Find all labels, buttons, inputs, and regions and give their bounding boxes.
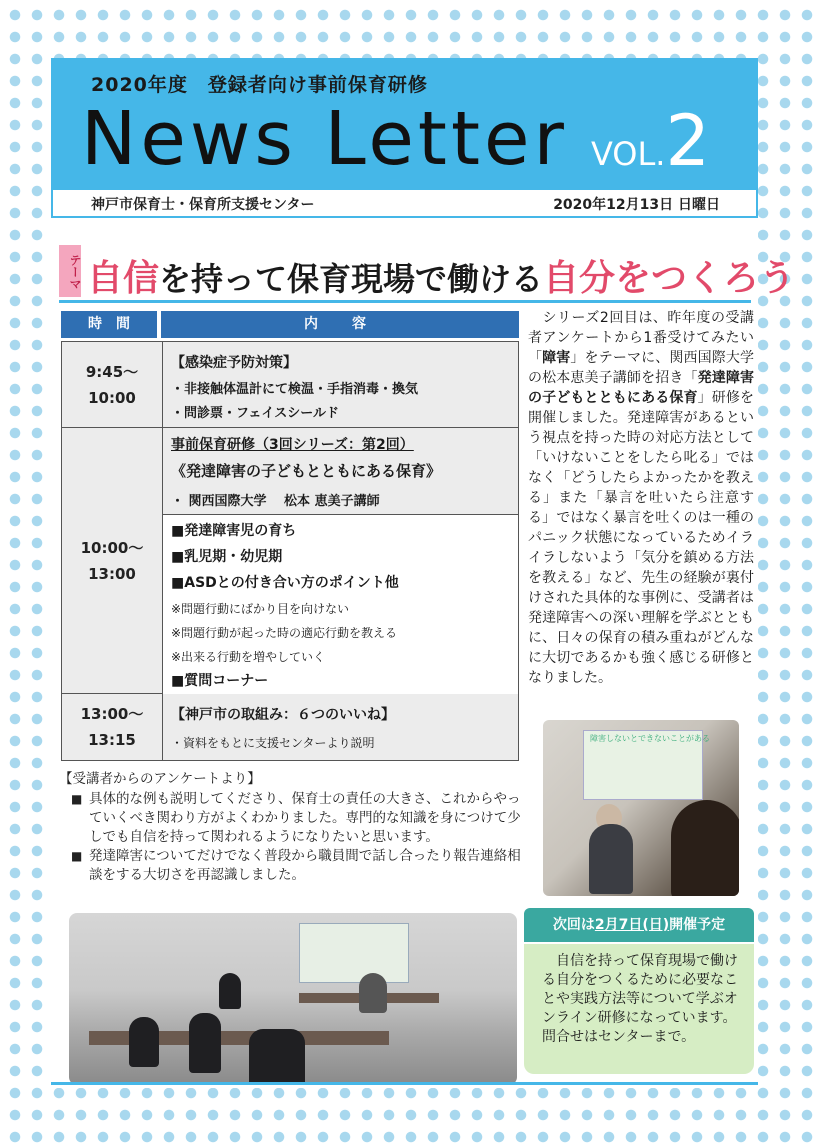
theme-divider xyxy=(59,300,751,303)
next-session-header xyxy=(524,908,754,942)
volume-number: 2 xyxy=(665,100,710,182)
row-title: 【神戸市の取組み：６つのいいね】 xyxy=(171,707,395,723)
next-date: 2月7日(日) xyxy=(594,917,670,933)
survey-item xyxy=(59,847,529,885)
article-text-part: 」研修を開催しました。発達障害があるという視点を持った時の対応方法として「いけないことをしたら叱る」ではなく「どうしたらよかったかを教える」また「暴言を吐いたら注意する」ではなく暴言を吐くのは一種のパニック状態になっているためイライラしないよう「気分を鎮める方法を教える」など、先生の経験が裏付けされた具体的な事例に、受講者は発達障害への深い理解を学ぶとともに、日々の保育の積み重ねがどんなに大切であるかも強く感じる研修となりました。 xyxy=(528,390,755,686)
volume-prefix: VOL. xyxy=(590,135,666,173)
survey-section xyxy=(59,770,529,885)
topic: ■質問コーナー xyxy=(171,673,269,689)
time-cell xyxy=(62,428,162,693)
attendee-figure xyxy=(189,1013,221,1073)
classroom-photo xyxy=(69,913,517,1085)
time-end: 13:00 xyxy=(88,564,136,583)
time-start: 9:45～ xyxy=(85,362,139,381)
note: ※出来る行動を増やしていく xyxy=(171,650,326,664)
survey-heading: 【受講者からのアンケートより】 xyxy=(59,771,261,787)
schedule-row xyxy=(62,342,518,428)
article-text xyxy=(528,308,754,688)
next-suffix: 開催予定 xyxy=(669,917,726,933)
bottom-divider xyxy=(51,1082,758,1085)
row-item: ・資料をもとに支援センターより説明 xyxy=(171,736,375,750)
time-start: 13:00～ xyxy=(80,705,144,723)
bullet-square-icon: ■ xyxy=(71,849,83,863)
row-item: ・非接触体温計にて検温・手指消毒・換気 xyxy=(171,382,419,397)
projector-screen xyxy=(299,923,409,983)
survey-item-text: 発達障害についてだけでなく普段から職員間で話し合ったり報告連絡相談をする大切さを再認識しました。 xyxy=(89,848,521,883)
issue-date: 2020年12月13日 日曜日 xyxy=(553,197,720,213)
note: ※問題行動が起った時の適応行動を教える xyxy=(171,626,398,640)
schedule-row xyxy=(62,694,518,760)
theme-heading xyxy=(87,250,795,301)
theme-part2: を持って保育現場で働ける xyxy=(159,260,544,298)
attendee-figure xyxy=(129,1017,159,1067)
row-title: 【感染症予防対策】 xyxy=(171,355,297,371)
schedule-header-content: 内 容 xyxy=(161,311,519,338)
topic: ■乳児期・幼児期 xyxy=(171,549,283,565)
volume-label xyxy=(591,100,710,182)
content-cell xyxy=(162,694,518,760)
row-divider xyxy=(162,514,518,515)
time-end: 13:15 xyxy=(88,731,136,749)
next-prefix: 次回は xyxy=(552,917,595,933)
lecturer: ・ 関西国際大学 松本 恵美子講師 xyxy=(171,494,380,509)
screen-text: 障害しないとできないことがある xyxy=(590,734,710,743)
article-text-part: 」をテーマに、関西国際大学の松本恵美子講師を招き「 xyxy=(528,350,755,386)
next-session-body: 自信を持って保育現場で働ける自分をつくるために必要なことや実践方法等について学ぶオンライン研修になっています。 問合せはセンターまで。 xyxy=(524,944,754,1074)
lecture-photo xyxy=(543,720,739,896)
schedule-row xyxy=(62,428,518,694)
theme-part1: 自信 xyxy=(87,258,160,299)
schedule-table xyxy=(61,341,519,761)
topic: ■ASDとの付き合い方のポイント他 xyxy=(171,575,399,591)
survey-item xyxy=(59,790,529,847)
theme-part3: 自分をつくろう xyxy=(543,258,796,299)
time-end: 10:00 xyxy=(88,388,136,407)
row-item: ・問診票・フェイスシールド xyxy=(171,406,339,421)
article-text-bold: 障害 xyxy=(542,350,571,366)
bullet-square-icon: ■ xyxy=(71,792,83,806)
header-banner xyxy=(51,58,758,188)
course-title: 《発達障害の子どもとともにある保育》 xyxy=(171,462,442,480)
article-text-part: シリーズ2回目は、昨年度の受講者アンケートから1番受けてみたい「 xyxy=(528,310,754,366)
attendee-figure xyxy=(671,800,739,896)
attendee-figure xyxy=(249,1029,305,1085)
time-start: 10:00～ xyxy=(80,538,144,557)
article-text-bold: 発達障害の子どもとともにある保育 xyxy=(528,370,755,406)
newsletter-title: News Letter xyxy=(81,96,568,182)
projector-screen xyxy=(583,730,710,800)
lecturer-figure xyxy=(359,973,387,1013)
time-cell xyxy=(62,342,162,427)
theme-tag: テーマ xyxy=(59,245,81,297)
schedule-header-time: 時 間 xyxy=(61,311,157,338)
course-name: 事前保育研修（3回シリーズ：第2回） xyxy=(171,437,414,453)
note: ※問題行動にばかり目を向けない xyxy=(171,602,350,616)
survey-item-text: 具体的な例も説明してくださり、保育士の責任の大きさ、これからやっていくべき関わり方がよくわかりました。専門的な知識を身につけて少しでも自信を持って関われるようになりたいと思います。 xyxy=(89,791,521,845)
time-cell xyxy=(62,694,162,760)
content-topics-cell xyxy=(162,514,518,694)
lecturer-figure xyxy=(589,824,633,894)
attendee-figure xyxy=(219,973,241,1009)
info-bar xyxy=(51,188,758,218)
organization-name: 神戸市保育士・保育所支援センター xyxy=(91,197,315,213)
topic: ■発達障害児の育ち xyxy=(171,523,297,539)
newsletter-sheet xyxy=(51,58,796,1088)
header-subtitle: 2020年度 登録者向け事前保育研修 xyxy=(91,74,428,96)
content-cell xyxy=(162,342,518,427)
